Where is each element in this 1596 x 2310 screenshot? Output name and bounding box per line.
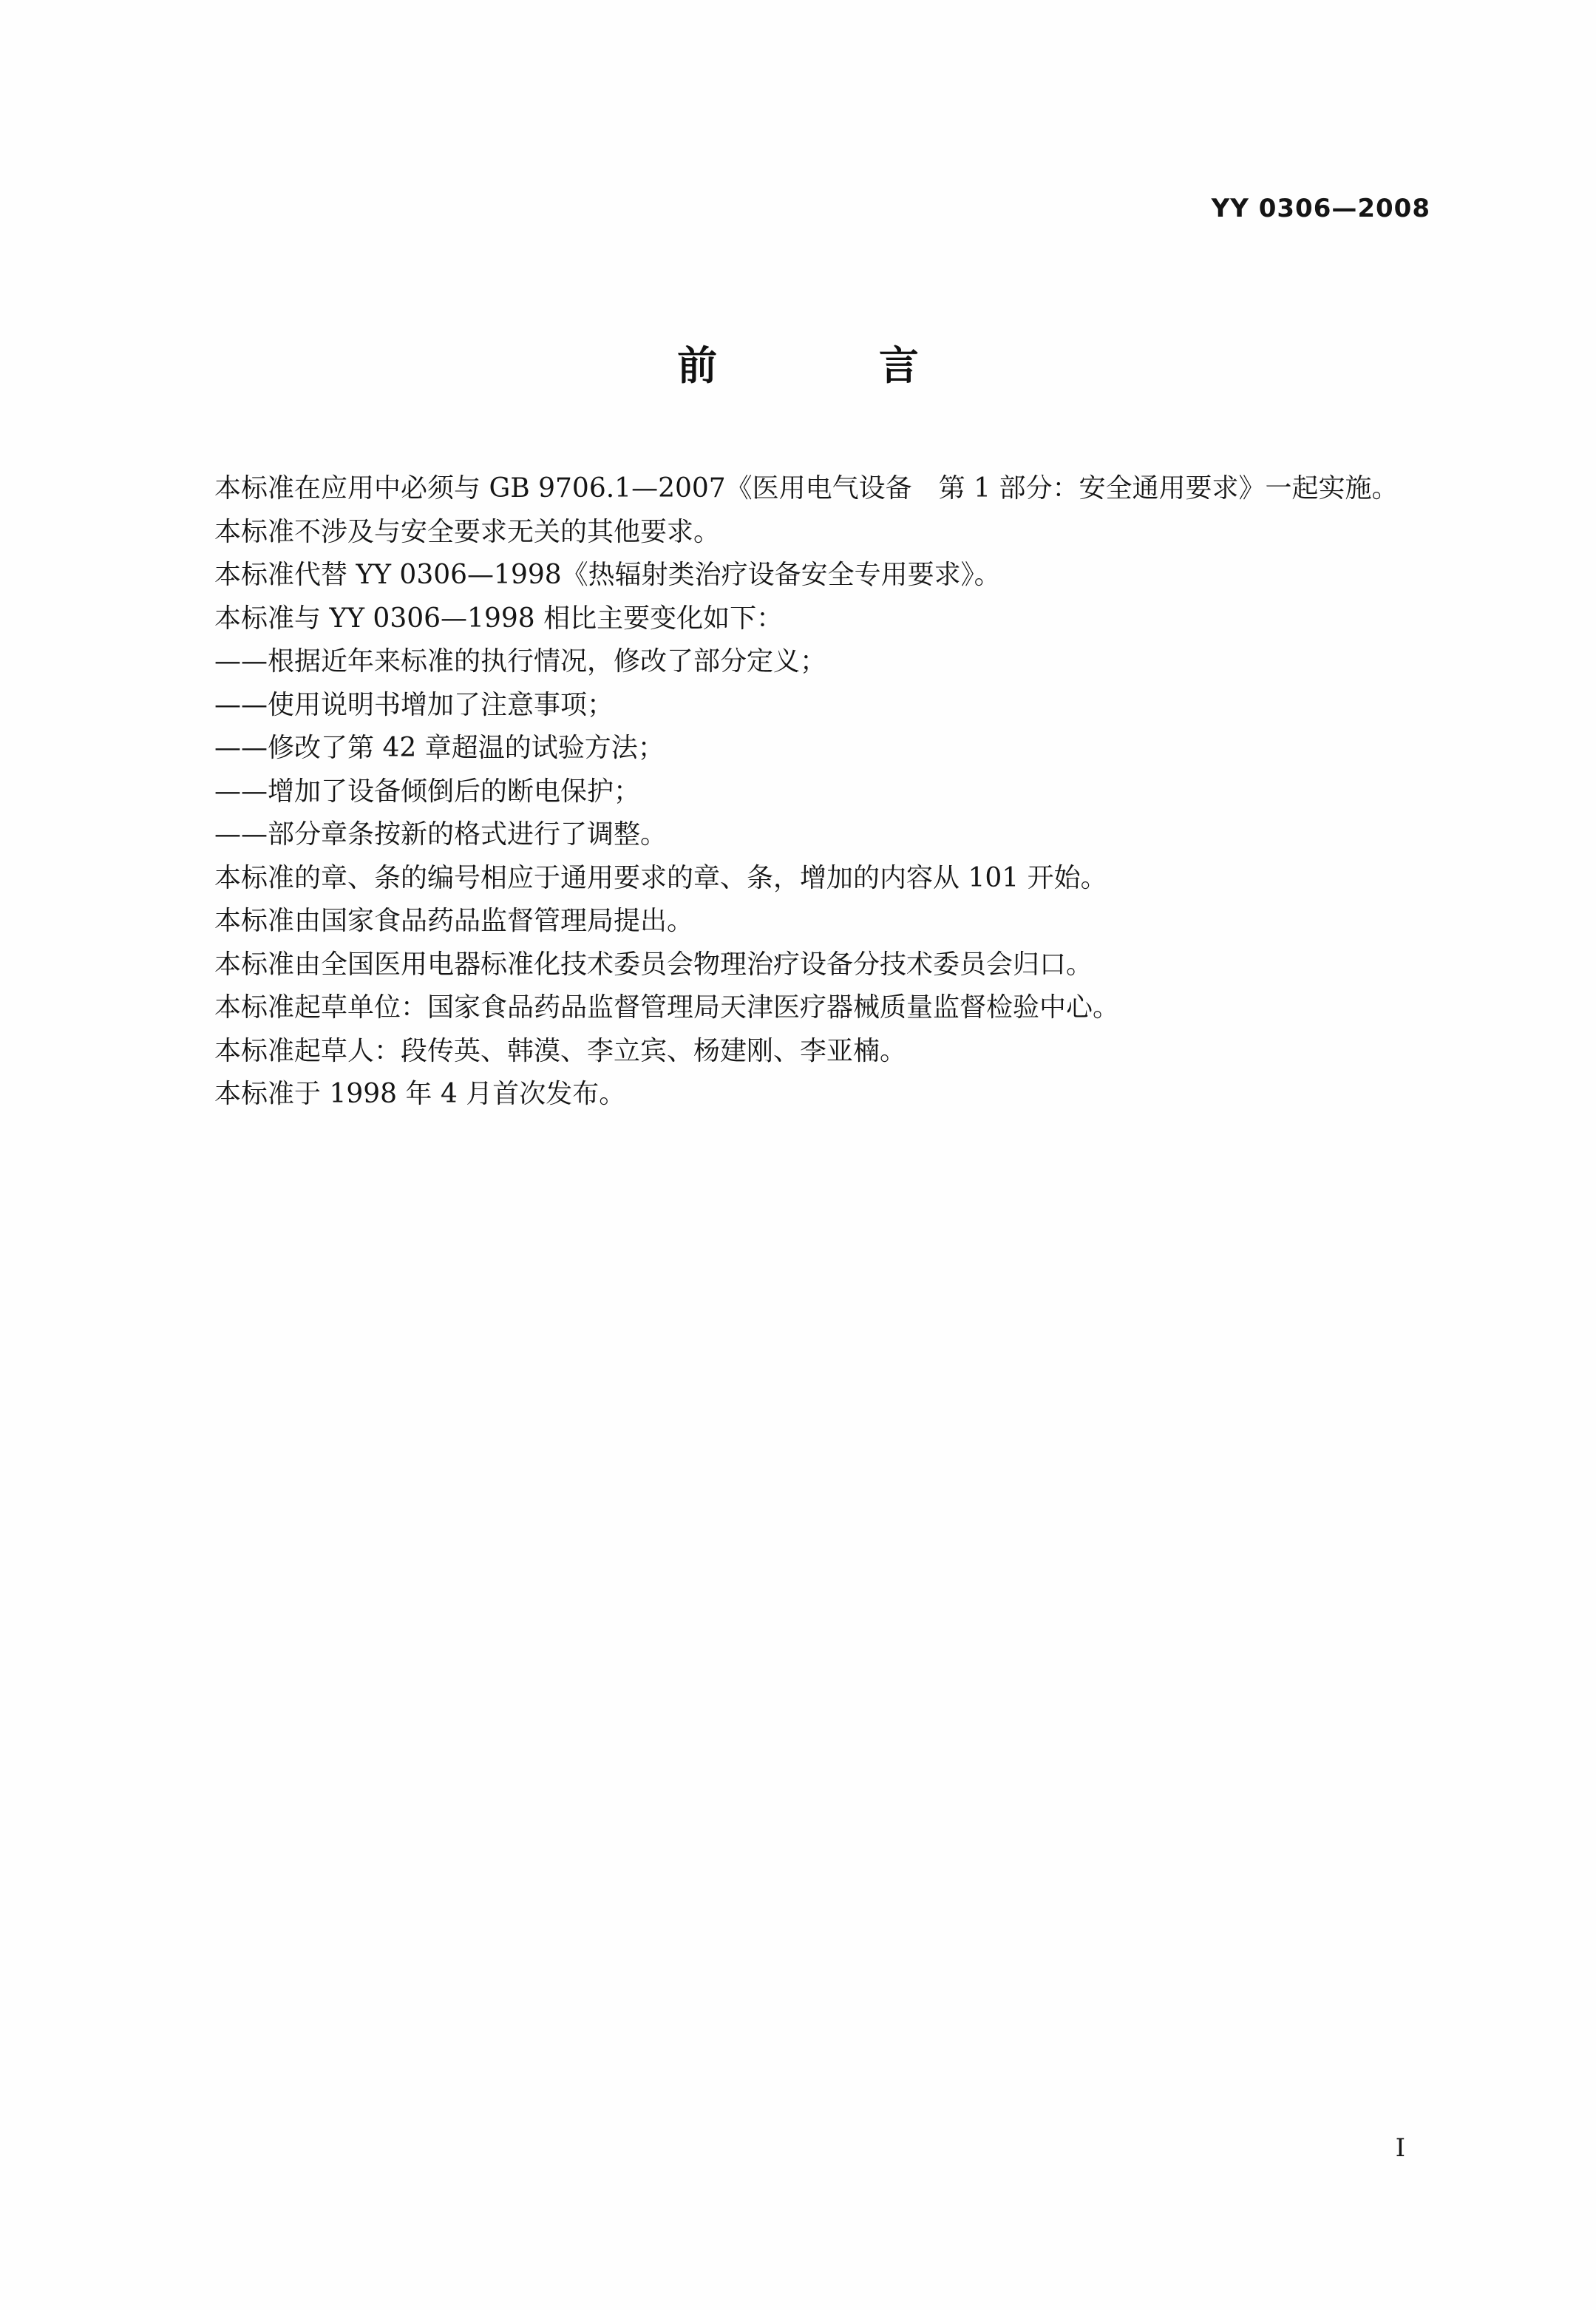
paragraph: 本标准于 1998 年 4 月首次发布。 bbox=[214, 1079, 626, 1109]
paragraph: 本标准在应用中必须与 GB 9706.1—2007《医用电气设备 第 1 部分：安全通用要求》一起实施。 bbox=[214, 473, 1399, 504]
paragraph: 本标准由国家食品药品监督管理局提出。 bbox=[214, 906, 694, 936]
page-number: I bbox=[1395, 2133, 1405, 2163]
paragraph: 本标准不涉及与安全要求无关的其他要求。 bbox=[214, 516, 721, 547]
paragraph: 本标准起草单位：国家食品药品监督管理局天津医疗器械质量监督检验中心。 bbox=[214, 992, 1120, 1023]
foreword-body bbox=[214, 467, 1427, 1117]
paragraph: 本标准与 YY 0306—1998 相比主要变化如下： bbox=[214, 603, 784, 634]
list-item: ——使用说明书增加了注意事项； bbox=[214, 689, 614, 720]
paragraph: 本标准的章、条的编号相应于通用要求的章、条，增加的内容从 101 开始。 bbox=[214, 862, 1107, 893]
list-item: ——根据近年来标准的执行情况，修改了部分定义； bbox=[214, 646, 827, 677]
standard-code: YY 0306—2008 bbox=[1211, 194, 1430, 223]
paragraph: 本标准代替 YY 0306—1998《热辐射类治疗设备安全专用要求》。 bbox=[214, 560, 1001, 590]
paragraph: 本标准由全国医用电器标准化技术委员会物理治疗设备分技术委员会归口。 bbox=[214, 949, 1093, 980]
list-item: ——增加了设备倾倒后的断电保护； bbox=[214, 776, 641, 807]
paragraph: 本标准起草人：段传英、韩漠、李立宾、杨建刚、李亚楠。 bbox=[214, 1035, 907, 1066]
page-title: 前 言 bbox=[677, 342, 993, 389]
list-item: ——部分章条按新的格式进行了调整。 bbox=[214, 819, 668, 850]
list-item: ——修改了第 42 章超温的试验方法； bbox=[214, 733, 665, 763]
